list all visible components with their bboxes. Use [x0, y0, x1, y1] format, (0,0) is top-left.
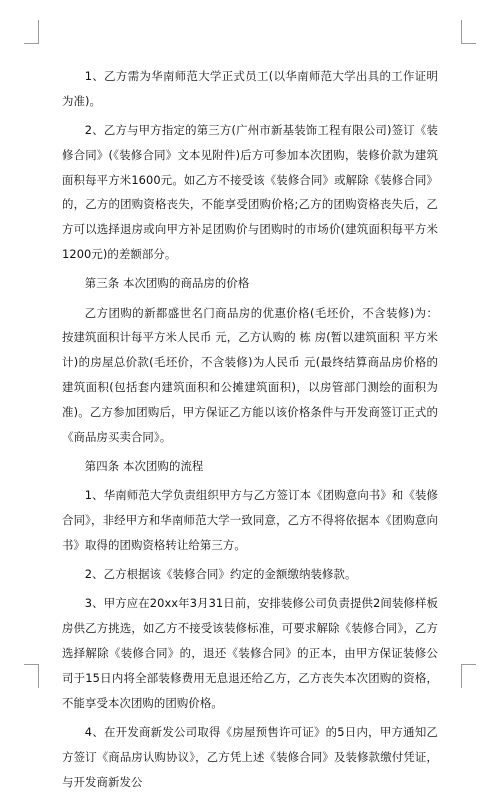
paragraph-employee-requirement: 1、乙方需为华南师范大学正式员工(以华南师范大学出具的工作证明为准)。 [62, 69, 438, 108]
paragraph-renovation-contract: 2、乙方与甲方指定的第三方(广州市新基装饰工程有限公司)签订《装修合同》(《装修合同》文本见附件)后方可参加本次团购，装修价款为建筑面积每平方米1600元。如乙方不接受该《装修合同》或解除《装修合同》的，乙方的团购资格丧失，不能享受团购价格;乙方的团购资格丧失后，乙方可以选择退房或向甲方补足团购价与团购时的市场价(建筑面积每平方米1200元)的差额部分。 [62, 123, 438, 262]
paragraph-process-step-3: 3、甲方应在20xx年3月31日前，安排装修公司负责提供2间装修样板房供乙方挑选，如乙方不接受该装修标准，可要求解除《装修合同》，乙方选择解除《装修合同》的，退还《装修合同》的正本，由甲方保证装修公司于15日内将全部装修费用无息退还给乙方，乙方丧失本次团购的资格，不能享受本次团购的团购价格。 [62, 596, 438, 710]
paragraph-process-step-2: 2、乙方根据该《装修合同》约定的金额缴纳装修款。 [84, 567, 357, 582]
paragraph-process-step-1: 1、华南师范大学负责组织甲方与乙方签订本《团购意向书》和《装修合同》，非经甲方和华南师范大学一致同意，乙方不得将依据本《团购意向书》取得的团购资格转让给第三方。 [62, 488, 438, 552]
section-heading-article-3: 第三条 本次团购的商品房的价格 [84, 276, 250, 291]
paragraph-price-terms: 乙方团购的新都盛世名门商品房的优惠价格(毛坯价，不含装修)为：按建筑面积计每平方米人民币 元，乙方认购的 栋 房(暂以建筑面积 平方米计)的房屋总价款(毛坯价，不含装修)为人民币 元(最终结算商品房价格的建筑面积(包括套内建筑面积和公摊建筑面积)，以房管部门测绘的面积为准)。乙方参加团购后，甲方保证乙方能以该价格条件与开发商签订正式的《商品房买卖合同》。 [62, 305, 438, 444]
section-heading-article-4: 第四条 本次团购的流程 [84, 458, 204, 473]
document-body [62, 64, 438, 799]
paragraph-process-step-4: 4、在开发商新发公司取得《房屋预售许可证》的5日内，甲方通知乙方签订《商品房认购协议》，乙方凭上述《装修合同》及装修款缴付凭证，与开发商新发公 [62, 724, 438, 789]
